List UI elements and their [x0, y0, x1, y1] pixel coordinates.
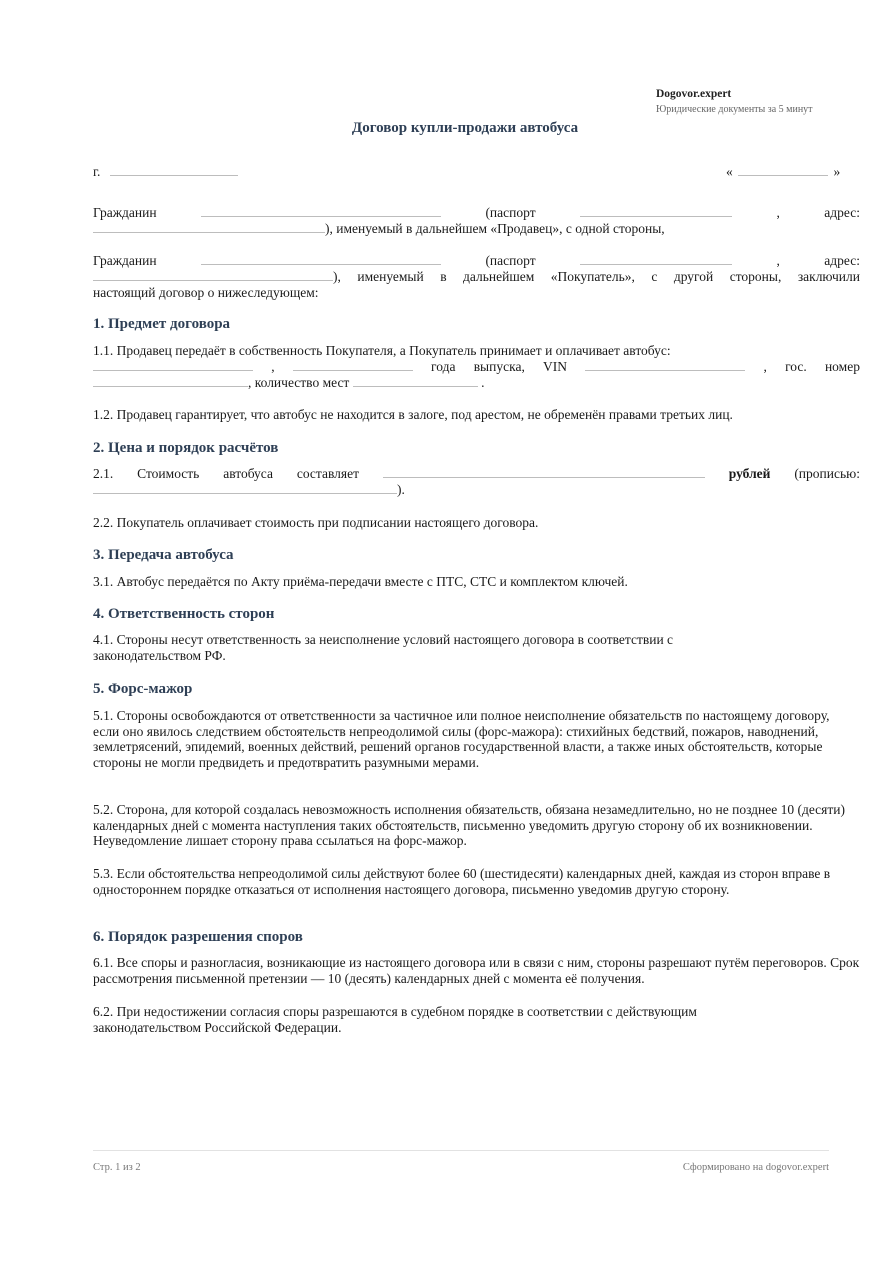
document-title: Договор купли-продажи автобуса — [351, 120, 579, 136]
buyer-comma: , — [776, 253, 780, 268]
generated-by: Сформировано на dogovor.expert — [682, 1162, 829, 1173]
seller-tail: ), именуемый в дальнейшем «Продавец», с одной стороны, — [325, 221, 665, 236]
s1-seats: , количество мест — [248, 375, 350, 390]
section-5-heading: 5. Форс-мажор — [93, 681, 193, 697]
year-blank — [293, 360, 413, 371]
buyer-word-7: другой — [673, 269, 714, 284]
section-4-heading: 4. Ответственность сторон — [93, 606, 275, 622]
s2-word-a: 2.1. — [93, 466, 114, 481]
s2-words: (прописью: — [794, 466, 860, 481]
s1-release: выпуска, — [473, 359, 525, 374]
buyer-paragraph — [93, 253, 860, 301]
s1-dot: . — [481, 375, 485, 390]
buyer-word-2: именуемый — [357, 269, 424, 284]
buyer-passport-label: (паспорт — [485, 253, 536, 268]
section-1-p1 — [93, 343, 860, 391]
date-field — [726, 164, 840, 180]
date-blank — [738, 165, 828, 176]
section-2-p1 — [93, 466, 860, 498]
section-1-p2: 1.2. Продавец гарантирует, что автобус не находится в залоге, под арестом, не обременён правами третьих лиц. — [93, 407, 733, 422]
section-3-heading: 3. Передача автобуса — [93, 547, 234, 563]
buyer-address-blank — [93, 270, 333, 281]
buyer-word-5: «Покупатель», — [550, 269, 635, 284]
buyer-word-1: ), — [333, 269, 341, 284]
section-2-heading: 2. Цена и порядок расчётов — [93, 440, 279, 456]
section-5-p1: 5.1. Стороны освобождаются от ответственности за частичное или полное неисполнение обязательств по настоящему договору, если оно явилось следствием обстоятельств непреодолимой силы (форс-мажора): стихийных бедствий, пожаров, наводнений, землетрясений, эпидемий, военных действий, решений органов государственной власти, а также иных обстоятельств, которые стороны не могли предвидеть и предотвратить разумными мерами. — [93, 708, 830, 770]
buyer-word-3: в — [440, 269, 447, 284]
buyer-word-8: стороны, — [729, 269, 782, 284]
seats-blank — [353, 376, 478, 387]
brand-name: Dogovor.expert — [656, 88, 732, 100]
place-date-row — [93, 164, 860, 180]
section-6-heading: 6. Порядок разрешения споров — [93, 929, 303, 945]
seller-paragraph — [93, 205, 860, 237]
s1-comma-1: , — [271, 359, 275, 374]
buyer-word-4: дальнейшем — [463, 269, 535, 284]
seller-passport-label: (паспорт — [485, 205, 536, 220]
date-quote-close: » — [833, 164, 841, 179]
section-1-p1-intro: 1.1. Продавец передаёт в собственность Покупателя, а Покупатель принимает и оплачивает автобус: — [93, 343, 671, 358]
buyer-name-blank — [201, 254, 441, 265]
footer-divider — [93, 1150, 829, 1151]
buyer-address-label: адрес: — [824, 253, 860, 268]
section-3-p1: 3.1. Автобус передаётся по Акту приёма-передачи вместе с ПТС, СТС и комплектом ключей. — [93, 574, 628, 589]
s2-end: ). — [397, 482, 405, 497]
section-1-heading: 1. Предмет договора — [93, 316, 231, 332]
seller-address-label: адрес: — [824, 205, 860, 220]
s1-vin: VIN — [543, 359, 568, 374]
buyer-tail: настоящий договор о нижеследующем: — [93, 285, 319, 300]
section-5-p2: 5.2. Сторона, для которой создалась невозможность исполнения обязательств, обязана незамедлительно, но не позднее 10 (десяти) календарных дней с момента наступления таких обстоятельств, письменно уведомить другую сторону об их возникновении. Неуведомление лишает сторону права ссылаться на форс-мажор. — [93, 802, 845, 848]
seller-address-blank — [93, 222, 325, 233]
s2-rub: рублей — [728, 466, 771, 481]
seller-passport-blank — [580, 206, 732, 217]
section-2-p2: 2.2. Покупатель оплачивает стоимость при подписании настоящего договора. — [93, 515, 539, 530]
buyer-passport-blank — [580, 254, 732, 265]
s1-year: года — [431, 359, 456, 374]
buyer-word-6: с — [651, 269, 658, 284]
bus-model-blank — [93, 360, 253, 371]
city-prefix: г. — [93, 164, 101, 179]
price-blank — [383, 467, 705, 478]
s1-number: номер — [824, 359, 860, 374]
plate-blank — [93, 376, 248, 387]
s2-word-d: составляет — [296, 466, 360, 481]
s1-comma-2: , — [763, 359, 767, 374]
buyer-label: Гражданин — [93, 253, 157, 268]
page-number: Стр. 1 из 2 — [93, 1162, 141, 1173]
vin-blank — [585, 360, 745, 371]
section-6-p2: 6.2. При недостижении согласия споры разрешаются в судебном порядке в соответствии с действующим законодательством Российской Федерации. — [93, 1004, 697, 1035]
price-words-blank — [93, 483, 397, 494]
s2-word-b: Стоимость — [137, 466, 200, 481]
brand-tagline: Юридические документы за 5 минут — [656, 104, 813, 115]
city-blank — [110, 165, 238, 176]
date-quote-open: « — [726, 164, 733, 179]
seller-comma: , — [776, 205, 780, 220]
buyer-word-9: заключили — [797, 269, 860, 284]
seller-name-blank — [201, 206, 441, 217]
section-4-p1: 4.1. Стороны несут ответственность за неисполнение условий настоящего договора в соответствии с законодательством РФ. — [93, 632, 674, 663]
seller-label: Гражданин — [93, 205, 157, 220]
s1-gos: гос. — [785, 359, 807, 374]
s2-word-c: автобуса — [223, 466, 273, 481]
section-5-p3: 5.3. Если обстоятельства непреодолимой силы действуют более 60 (шестидесяти) календарных дней, каждая из сторон вправе в одностороннем порядке отказаться от исполнения настоящего договора, письменно уведомив другую сторону. — [93, 866, 831, 897]
section-6-p1: 6.1. Все споры и разногласия, возникающие из настоящего договора или в связи с ним, стороны разрешают путём переговоров. Срок рассмотрения письменной претензии — 10 (десять) календарных дней с момента её получения. — [93, 955, 860, 986]
